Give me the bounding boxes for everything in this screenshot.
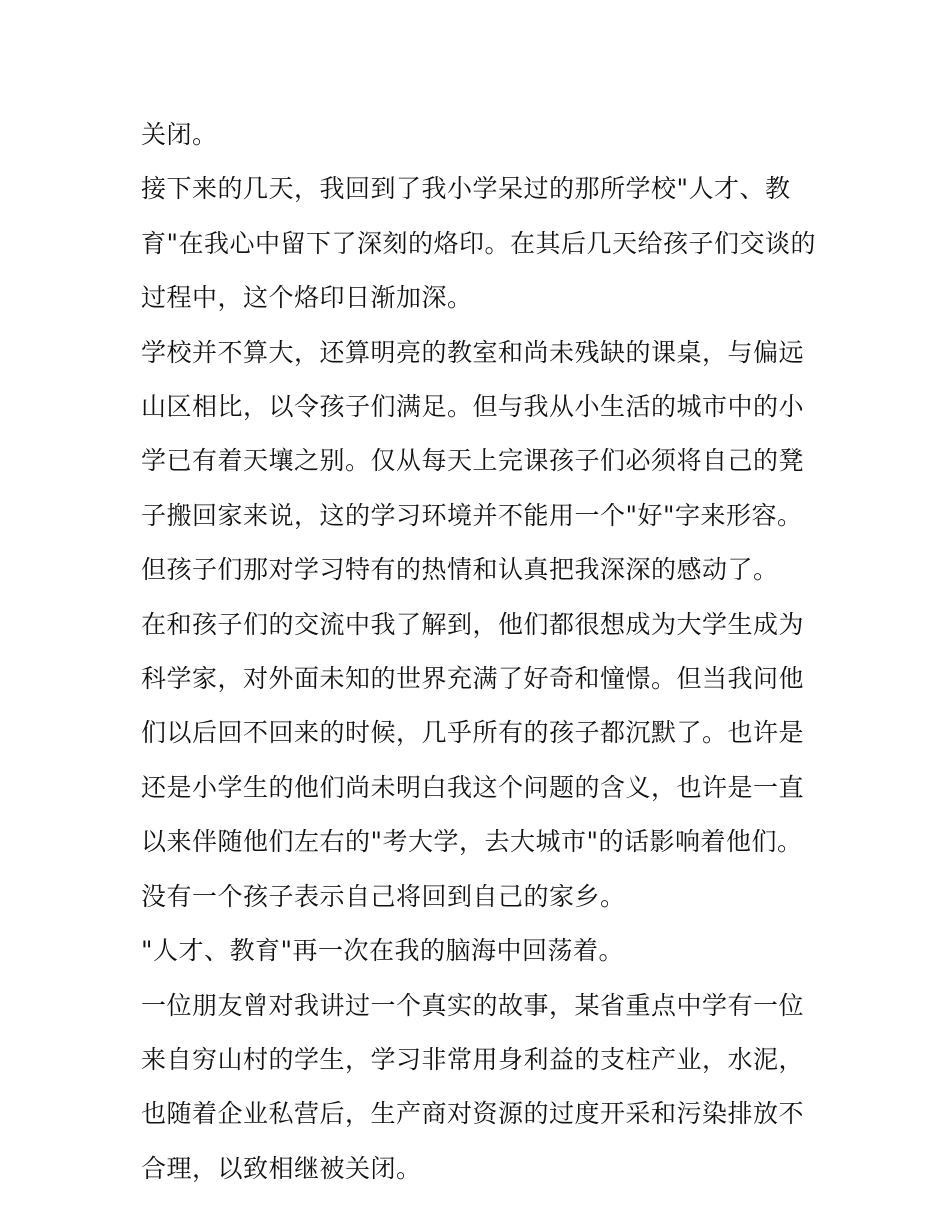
paragraph-2: 接下来的几天，我回到了我小学呆过的那所学校"人才、教育"在我心中留下了深刻的烙印。在其后几天给孩子们交谈的过程中，这个烙印日渐加深。 <box>141 174 817 313</box>
paragraph-1: 关闭。 <box>141 120 218 149</box>
paragraph-5: "人才、教育"再一次在我的脑海中回荡着。 <box>141 936 624 966</box>
document-body <box>141 108 821 1196</box>
paragraph-6: 一位朋友曾对我讲过一个真实的故事，某省重点中学有一位来自穷山村的学生，学习非常用身利益的支柱产业，水泥，也随着企业私营后，生产商对资源的过度开采和污染排放不合理，以致相继被关闭。 <box>141 990 805 1183</box>
paragraph-3: 学校并不算大，还算明亮的教室和尚未残缺的课桌，与偏远山区相比，以令孩子们满足。但与我从小生活的城市中的小学已有着天壤之别。仅从每天上完课孩子们必须将自己的凳子搬回家来说，这的学习环境并不能用一个"好"字来形容。但孩子们那对学习特有的热情和认真把我深深的感动了。 <box>141 337 805 585</box>
paragraph-4: 在和孩子们的交流中我了解到，他们都很想成为大学生成为科学家，对外面未知的世界充满了好奇和憧憬。但当我问他们以后回不回来的时候，几乎所有的孩子都沉默了。也许是还是小学生的他们尚未明白我这个问题的含义，也许是一直以来伴随他们左右的"考大学，去大城市"的话影响着他们。没有一个孩子表示自己将回到自己的家乡。 <box>141 609 805 911</box>
